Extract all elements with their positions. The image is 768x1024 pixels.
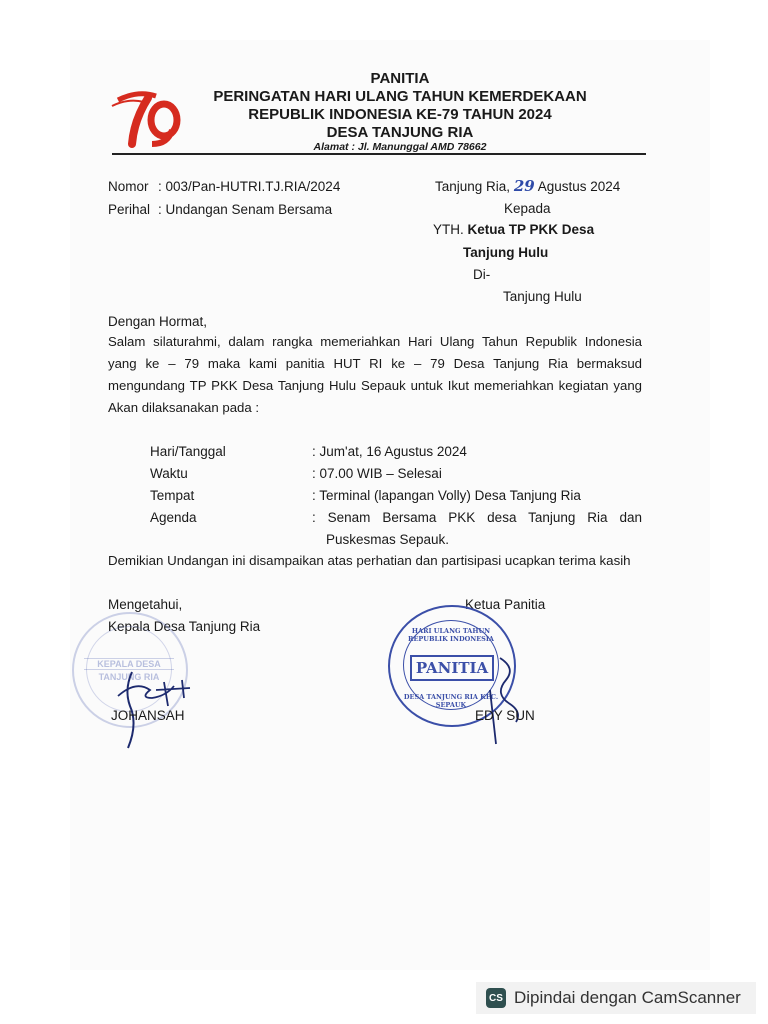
nomor-value: : 003/Pan-HUTRI.TJ.RIA/2024 [158,179,341,194]
kepada: Kepada [504,201,551,216]
detail-label-agenda: Agenda [150,510,197,525]
detail-label-hari: Hari/Tanggal [150,444,226,459]
detail-value-agenda-2: Puskesmas Sepauk. [326,532,450,547]
di: Di- [473,267,491,282]
kop-peringatan: PERINGATAN HARI ULANG TAHUN KEMERDEKAAN [213,88,587,105]
paragraph-line-1: Salam silaturahmi, dalam rangka memeriahkan Hari Ulang Tahun Republik Indonesia [108,334,642,349]
yth: YTH. [433,222,464,237]
hut-ri-79-logo [108,86,188,148]
recipient-location: Tanjung Hulu [503,289,582,304]
detail-label-waktu: Waktu [150,466,188,481]
handwritten-day: 29 [513,177,535,195]
place-date-prefix: Tanjung Ria, [435,179,511,194]
paragraph-line-3: mengundang TP PKK Desa Tanjung Hulu Sepauk untuk Ikut memeriahkan kegiatan yang [108,378,642,393]
kop-panitia: PANITIA [370,70,430,87]
mengetahui: Mengetahui, [108,597,183,612]
edy-sun-signature [470,650,540,750]
detail-value-tempat: : Terminal (lapangan Volly) Desa Tanjung Ria [312,488,581,503]
camscanner-watermark [476,982,756,1014]
detail-value-waktu: : 07.00 WIB – Selesai [312,466,442,481]
committee-stamp-ring-top: HARI ULANG TAHUN REPUBLIK INDONESIA [408,627,494,643]
detail-value-hari: : Jum'at, 16 Agustus 2024 [312,444,467,459]
kepala-desa-title: Kepala Desa Tanjung Ria [108,619,261,634]
detail-label-tempat: Tempat [150,488,195,503]
recipient-name-1: Ketua TP PKK Desa [467,222,595,237]
kop-address: Alamat : Jl. Manunggal AMD 78662 [313,141,487,153]
ketua-panitia-title: Ketua Panitia [465,597,546,612]
village-stamp-text-1: KEPALA DESA [84,658,174,670]
nomor-label: Nomor [108,179,149,194]
camscanner-logo-icon: CS [486,988,506,1008]
village-stamp-text-2: TANJUNG RIA [98,672,160,682]
johansah-name: JOHANSAH [111,708,185,723]
kop-desa: DESA TANJUNG RIA [326,124,474,141]
camscanner-text: Dipindai dengan CamScanner [514,988,741,1007]
kop-rule [112,153,646,155]
yth-line [433,222,594,237]
paragraph-line-2: yang ke – 79 maka kami panitia HUT RI ke – 79 Desa Tanjung Ria bermaksud [108,356,642,371]
paragraph-line-4: Akan dilaksanakan pada : [108,400,260,415]
closing-sentence: Demikian Undangan ini disampaikan atas perhatian dan partisipasi ucapkan terima kasih [108,553,631,568]
perihal-value: : Undangan Senam Bersama [158,202,333,217]
kop-republik: REPUBLIK INDONESIA KE-79 TAHUN 2024 [248,106,552,123]
place-date [435,177,620,195]
recipient-name-2: Tanjung Hulu [463,245,549,260]
detail-value-agenda: : Senam Bersama PKK desa Tanjung Ria dan [312,510,642,525]
committee-stamp-text: PANITIA [410,655,494,681]
committee-stamp-ring-bottom: DESA TANJUNG RIA KEC. SEPAUK [403,693,499,709]
place-date-suffix: Agustus 2024 [537,179,621,194]
perihal-label: Perihal [108,202,151,217]
edy-sun-name: EDY SUN [475,708,535,723]
johansah-signature [110,662,200,752]
greeting: Dengan Hormat, [108,314,208,329]
